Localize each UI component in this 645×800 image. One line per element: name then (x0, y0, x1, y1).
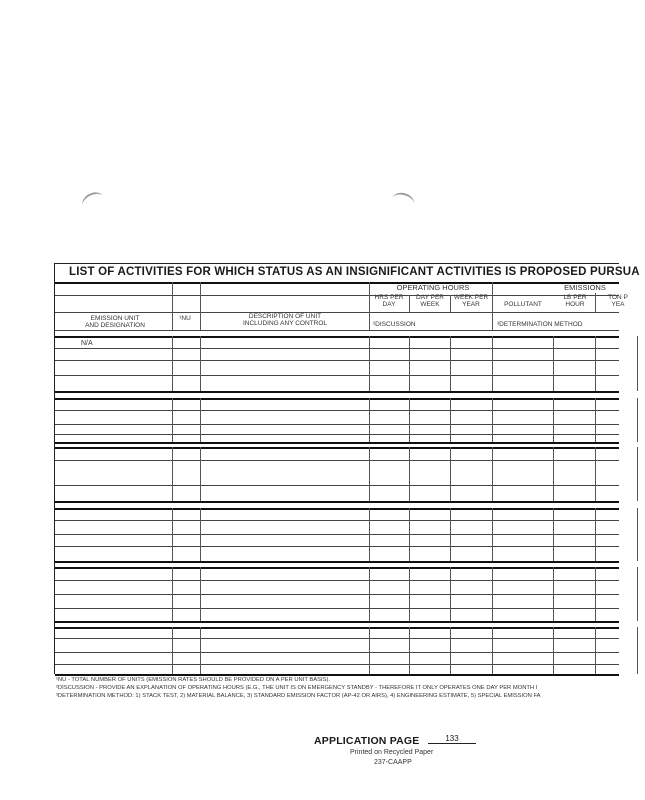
column-rule (637, 508, 638, 561)
column-rule (369, 282, 370, 330)
rule-thick (55, 391, 619, 393)
column-rule (172, 398, 173, 442)
rule (55, 424, 619, 425)
column-rule (595, 508, 596, 561)
column-rule (200, 336, 201, 391)
application-page-label: APPLICATION PAGE (314, 735, 420, 747)
footnote-nu: ¹NU - TOTAL NUMBER OF UNITS (EMISSION RATES SHOULD BE PROVIDED ON A PER UNIT BASIS). (56, 677, 330, 683)
insignificant-activities-form (54, 263, 640, 674)
page-number: 133 (428, 734, 476, 744)
rule (55, 534, 619, 535)
rule (55, 434, 619, 435)
rule (55, 638, 619, 639)
rule (55, 580, 619, 581)
rule (55, 594, 619, 595)
column-rule (200, 508, 201, 561)
rule (55, 485, 619, 486)
header-ton-per-year: TON P YEA (608, 294, 628, 308)
column-rule (409, 508, 410, 561)
header-emission-unit: EMISSION UNIT AND DESIGNATION (85, 315, 145, 329)
rule (55, 652, 619, 653)
rule (55, 348, 619, 349)
column-rule (409, 336, 410, 391)
column-rule (369, 627, 370, 674)
column-rule (553, 508, 554, 561)
column-rule (172, 508, 173, 561)
rule (55, 410, 619, 411)
header-description: DESCRIPTION OF UNIT INCLUDING ANY CONTROL (242, 313, 328, 327)
rule-thick (55, 282, 619, 284)
column-rule (595, 567, 596, 621)
footnote-determination: ³DETERMINATION METHOD: 1) STACK TEST, 2) MATERIAL BALANCE, 3) STANDARD EMISSION FACTOR (AP-42 OR AIRS), 4) ENGINEERING ESTIMATE, 5) SPECIAL EMISSION FA (56, 693, 541, 699)
rule (55, 546, 619, 547)
column-rule (595, 336, 596, 391)
rule (55, 460, 619, 461)
column-rule (450, 567, 451, 621)
header-nu: ¹NU (179, 315, 191, 322)
column-rule (595, 293, 596, 312)
rule-thick (55, 501, 619, 503)
column-rule (369, 567, 370, 621)
column-rule (369, 447, 370, 501)
form-number: 237-CAAPP (374, 759, 412, 766)
column-rule (409, 447, 410, 501)
column-rule (200, 627, 201, 674)
header-week-per-year: WEEK PER YEAR (453, 294, 489, 308)
column-rule (637, 567, 638, 621)
column-rule (595, 627, 596, 674)
column-rule (492, 627, 493, 674)
rule (55, 375, 619, 376)
column-rule (200, 398, 201, 442)
rule-thick (55, 442, 619, 444)
rule-thick (55, 398, 619, 400)
column-rule (553, 627, 554, 674)
column-rule (637, 447, 638, 501)
footnotes (56, 676, 618, 700)
header-hrs-per-day: HRS PER DAY (374, 294, 404, 308)
rule-thick (55, 508, 619, 510)
column-rule (200, 567, 201, 621)
column-rule (450, 398, 451, 442)
rule-thick (55, 627, 619, 629)
punch-hole-left (80, 189, 107, 213)
column-rule (369, 398, 370, 442)
column-rule (172, 567, 173, 621)
rule (55, 330, 619, 331)
form-title: LIST OF ACTIVITIES FOR WHICH STATUS AS AN INSIGNIFICANT ACTIVITIES IS PROPOSED PURSUA (69, 266, 640, 278)
column-rule (492, 447, 493, 501)
column-rule (369, 336, 370, 391)
column-rule (553, 398, 554, 442)
column-rule (172, 336, 173, 391)
column-rule (492, 282, 493, 330)
header-emissions: EMISSIONS (564, 283, 606, 292)
column-rule (492, 398, 493, 442)
column-rule (450, 508, 451, 561)
column-rule (492, 336, 493, 391)
column-rule (409, 567, 410, 621)
column-rule (637, 336, 638, 391)
column-rule (172, 447, 173, 501)
column-rule (200, 282, 201, 330)
rule-thick (55, 447, 619, 449)
column-rule (492, 508, 493, 561)
rule-thick (55, 561, 619, 563)
column-rule (369, 508, 370, 561)
first-entry: N/A (81, 340, 93, 347)
rule-thick (55, 336, 619, 338)
header-day-per-week: DAY PER WEEK (416, 294, 444, 308)
rule-thick (55, 621, 619, 623)
rule (55, 608, 619, 609)
column-rule (409, 627, 410, 674)
rule (55, 312, 619, 313)
column-rule (172, 627, 173, 674)
header-determination: ³DETERMINATION METHOD (497, 321, 583, 328)
column-rule (637, 627, 638, 674)
column-rule (553, 447, 554, 501)
footnote-discussion: ²DISCUSSION - PROVIDE AN EXPLANATION OF OPERATING HOURS (E.G., THE UNIT IS ON EMERGENCY STANDBY - THEREFORE IT ONLY OPERATES ONE DAY PER MONTH I (56, 685, 538, 691)
column-rule (595, 447, 596, 501)
header-discussion: ²DISCUSSION (373, 321, 416, 328)
header-operating-hours: OPERATING HOURS (396, 283, 470, 292)
column-rule (450, 336, 451, 391)
printed-note: Printed on Recycled Paper (350, 749, 434, 756)
rule (55, 360, 619, 361)
column-rule (637, 398, 638, 442)
column-rule (409, 295, 410, 312)
column-rule (595, 398, 596, 442)
rule-thick (55, 567, 619, 569)
rule (55, 295, 619, 296)
column-rule (409, 398, 410, 442)
column-rule (553, 567, 554, 621)
column-rule (553, 336, 554, 391)
punch-hole-right (390, 190, 415, 211)
rule (55, 664, 619, 665)
rule (55, 520, 619, 521)
header-lb-per-hour: LB PER HOUR (563, 294, 587, 308)
column-rule (172, 282, 173, 330)
header-pollutant: POLLUTANT (504, 301, 542, 308)
column-rule (450, 295, 451, 312)
column-rule (450, 447, 451, 501)
column-rule (200, 447, 201, 501)
column-rule (492, 567, 493, 621)
column-rule (450, 627, 451, 674)
